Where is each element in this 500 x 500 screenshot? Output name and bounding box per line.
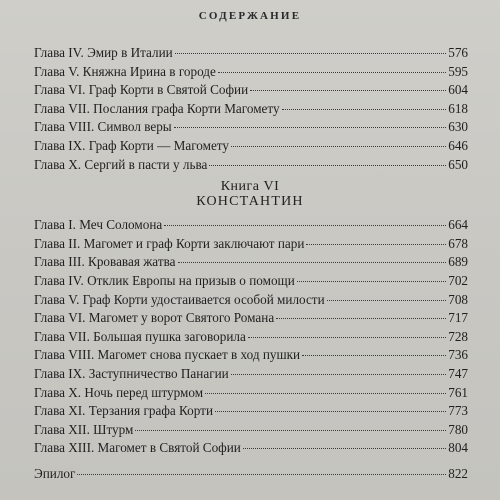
toc-entry-title: Глава XII. Штурм xyxy=(34,421,134,437)
toc-entry-title: Глава VI. Граф Корти в Святой Софии xyxy=(34,82,249,98)
toc-entry-title: Глава IV. Отклик Европы на призыв о помощи xyxy=(34,273,295,288)
toc-entry-page: 708 xyxy=(448,291,468,307)
toc-entry-page: 646 xyxy=(448,138,468,153)
toc-entry-page: 736 xyxy=(448,347,468,363)
toc-entry-page: 604 xyxy=(448,82,468,98)
toc-entry-page: 650 xyxy=(448,156,468,172)
toc-entry-title: Глава II. Магомет и граф Корти заключают пари xyxy=(34,235,305,251)
toc-entry-title: Глава IX. Заступничество Панагии xyxy=(34,366,229,381)
toc-entry xyxy=(34,235,468,253)
toc-entry xyxy=(34,63,468,81)
toc-entry-page: 773 xyxy=(448,403,468,419)
dot-leader xyxy=(282,109,447,110)
toc-entry-page: 689 xyxy=(448,254,468,270)
toc-entry-page: 576 xyxy=(448,45,468,60)
toc-entry xyxy=(34,44,468,62)
toc-entry xyxy=(34,291,468,309)
toc-entry-page: 747 xyxy=(448,366,468,381)
toc-entry-page: 678 xyxy=(448,235,468,251)
dot-leader xyxy=(175,53,447,54)
toc-entry-title: Глава V. Княжна Ирина в городе xyxy=(34,63,216,79)
dot-leader xyxy=(306,244,446,245)
toc-entry-page: 717 xyxy=(448,310,468,326)
dot-leader xyxy=(250,90,446,91)
toc-entry-title: Глава V. Граф Корти удостаивается особой милости xyxy=(34,291,325,307)
toc-entry-page: 618 xyxy=(448,100,468,116)
dot-leader xyxy=(327,300,447,301)
toc-entry-title: Глава VIII. Символ веры xyxy=(34,119,172,135)
dot-leader xyxy=(135,430,446,431)
toc-entry-title: Глава III. Кровавая жатва xyxy=(34,254,176,270)
toc-entry-epilogue xyxy=(34,465,468,483)
toc-entry-page: 728 xyxy=(448,328,468,344)
toc-entry-page: 595 xyxy=(448,63,468,79)
toc-entry-title: Глава XIII. Магомет в Святой Софии xyxy=(34,440,241,456)
toc-entry-title: Глава X. Сергий в пасти у льва xyxy=(34,156,208,172)
dot-leader xyxy=(209,165,446,166)
dot-leader xyxy=(178,262,447,263)
toc-entry xyxy=(34,384,468,402)
toc-entry-title: Глава VI. Магомет у ворот Святого Романа xyxy=(34,310,275,326)
toc-entry xyxy=(34,365,468,383)
toc-entry xyxy=(34,137,468,155)
book-title: КОНСТАНТИН xyxy=(196,194,304,210)
dot-leader xyxy=(248,337,446,338)
dot-leader xyxy=(174,127,447,128)
toc-entry-page: 822 xyxy=(448,466,468,481)
toc-entry xyxy=(34,421,468,439)
dot-leader xyxy=(276,318,446,319)
toc-entry xyxy=(34,346,468,364)
toc-entry-page: 780 xyxy=(448,421,468,437)
toc-entry-title: Глава XI. Терзания графа Корти xyxy=(34,403,214,419)
toc-entry-page: 630 xyxy=(448,119,468,135)
toc-entry-page: 664 xyxy=(448,217,468,233)
dot-leader xyxy=(297,281,446,282)
toc-entry-page: 702 xyxy=(448,273,468,288)
dot-leader xyxy=(302,355,446,356)
toc-entry-title: Эпилог xyxy=(34,466,76,481)
toc-entry xyxy=(34,309,468,327)
toc-entry-title: Глава X. Ночь перед штурмом xyxy=(34,384,204,400)
toc-entry xyxy=(34,81,468,99)
dot-leader xyxy=(77,474,446,475)
dot-leader xyxy=(231,146,446,147)
page-header: СОДЕРЖАНИЕ xyxy=(198,10,302,22)
toc-entry xyxy=(34,328,468,346)
dot-leader xyxy=(205,393,446,394)
toc-entry xyxy=(34,253,468,271)
book-label: Книга VI xyxy=(220,179,280,195)
dot-leader xyxy=(164,225,446,226)
toc-entry xyxy=(34,156,468,174)
toc-entry-page: 804 xyxy=(448,440,468,456)
toc-entry-title: Глава IV. Эмир в Италии xyxy=(34,45,173,60)
toc-entry xyxy=(34,402,468,420)
toc-entry xyxy=(34,272,468,290)
dot-leader xyxy=(215,411,446,412)
toc-entry-title: Глава IX. Граф Корти — Магомету xyxy=(34,138,229,153)
toc-entry-title: Глава VII. Послания графа Корти Магомету xyxy=(34,100,280,116)
toc-entry xyxy=(34,118,468,136)
toc-entry-page: 761 xyxy=(448,384,468,400)
toc-entry xyxy=(34,100,468,118)
dot-leader xyxy=(243,448,446,449)
toc-entry-title: Глава VIII. Магомет снова пускает в ход пушки xyxy=(34,347,301,363)
dot-leader xyxy=(231,374,447,375)
dot-leader xyxy=(218,72,446,73)
toc-entry-title: Глава VII. Большая пушка заговорила xyxy=(34,328,246,344)
toc-entry xyxy=(34,439,468,457)
toc-entry xyxy=(34,216,468,234)
toc-entry-title: Глава I. Меч Соломона xyxy=(34,217,163,233)
